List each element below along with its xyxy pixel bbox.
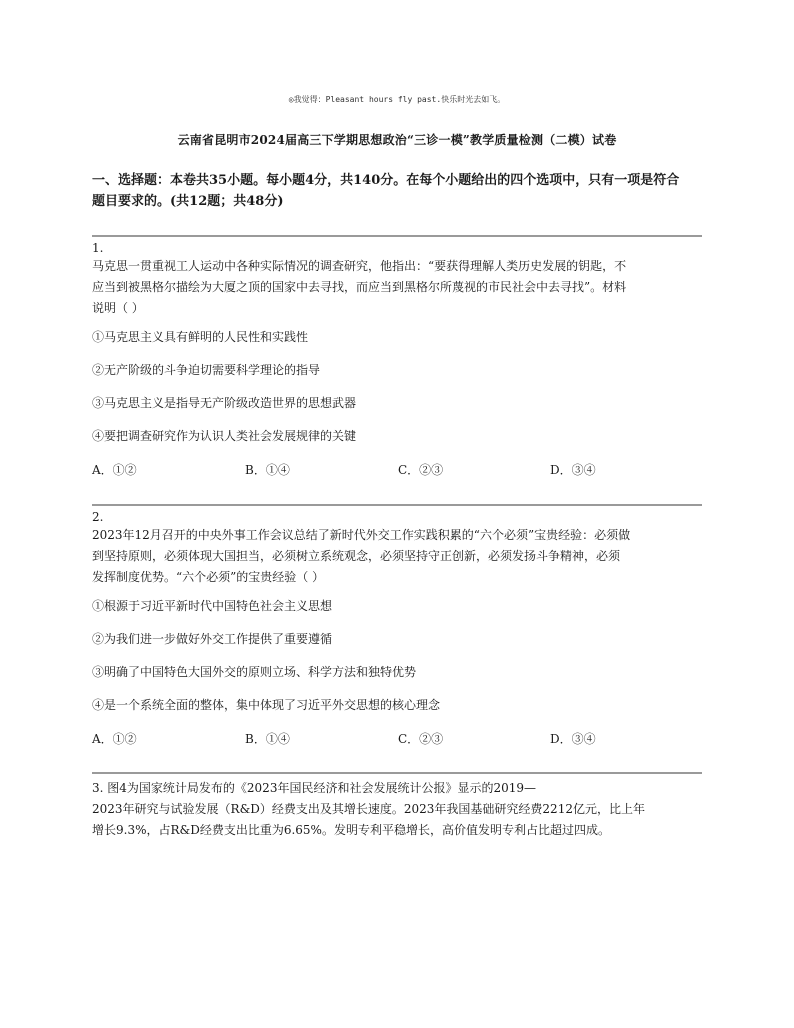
question-stem-line: 2023年12月召开的中央外事工作会议总结了新时代外交工作实践积累的“六个必须”宝贵经验：必须做 (92, 528, 631, 542)
question-stem-line: 2023年研究与试验发展（R&D）经费支出及其增长速度。2023年我国基础研究经费2212亿元，比上年 (92, 802, 645, 816)
question-option: ③明确了中国特色大国外交的原则立场、科学方法和独特优势 (92, 665, 417, 679)
question-stem-line: 说明（ ） (92, 301, 144, 315)
question-divider (92, 772, 702, 774)
question-1 (92, 240, 702, 319)
question-option: ②无产阶级的斗争迫切需要科学理论的指导 (92, 363, 321, 377)
answer-choices (92, 731, 702, 747)
choice-a[interactable]: A．①② (92, 463, 137, 477)
question-stem-text: 图4为国家统计局发布的《2023年国民经济和社会发展统计公报》显示的2019— (107, 781, 536, 795)
question-option: ②为我们进一步做好外交工作提供了重要遵循 (92, 632, 333, 646)
question-divider (92, 504, 702, 506)
header-note: ◎我觉得：Pleasant hours fly past.快乐时光去如飞。 (288, 95, 506, 104)
choice-d[interactable]: D．③④ (550, 463, 596, 477)
exam-title: 云南省昆明市2024届高三下学期思想政治“三诊一模”教学质量检测（二模）试卷 (177, 133, 617, 147)
choice-d[interactable]: D．③④ (550, 732, 596, 746)
section-heading (92, 170, 702, 212)
question-3 (92, 778, 702, 841)
question-divider (92, 235, 702, 237)
choice-b[interactable]: B．①④ (245, 732, 290, 746)
question-option: ①马克思主义具有鲜明的人民性和实践性 (92, 330, 309, 344)
choice-a[interactable]: A．①② (92, 732, 137, 746)
question-stem-line: 马克思一贯重视工人运动中各种实际情况的调查研究，他指出：“要获得理解人类历史发展的钥匙，不 (92, 259, 627, 273)
question-option: ④是一个系统全面的整体，集中体现了习近平外交思想的核心理念 (92, 698, 441, 712)
question-stem-line: 应当到被黑格尔描绘为大厦之顶的国家中去寻找，而应当到黑格尔所蔑视的市民社会中去寻找”。材料 (92, 280, 627, 294)
question-option: ④要把调查研究作为认识人类社会发展规律的关键 (92, 429, 357, 443)
question-option: ①根源于习近平新时代中国特色社会主义思想 (92, 599, 333, 613)
choice-c[interactable]: C．②③ (398, 732, 444, 746)
question-number: 1. (92, 241, 104, 255)
choice-b[interactable]: B．①④ (245, 463, 290, 477)
question-2 (92, 509, 702, 588)
question-stem-line: 到坚持原则，必须体现大国担当，必须树立系统观念，必须坚持守正创新，必须发扬斗争精神，必须 (92, 549, 621, 563)
answer-choices (92, 462, 702, 478)
question-number: 3. (92, 781, 104, 795)
question-stem-line: 增长9.3%，占R&D经费支出比重为6.65%。发明专利平稳增长，高价值发明专利占比超过四成。 (92, 823, 610, 837)
question-stem-line (92, 778, 702, 799)
section-heading-line-2: 题目要求的。(共12题；共48分) (92, 194, 284, 209)
question-option: ③马克思主义是指导无产阶级改造世界的思想武器 (92, 396, 357, 410)
section-heading-line-1: 一、选择题：本卷共35小题。每小题4分，共140分。在每个小题给出的四个选项中，只有一项是符合 (92, 173, 680, 188)
question-number: 2. (92, 510, 104, 524)
question-stem-line: 发挥制度优势。“六个必须”的宝贵经验（ ） (92, 570, 325, 584)
choice-c[interactable]: C．②③ (398, 463, 444, 477)
